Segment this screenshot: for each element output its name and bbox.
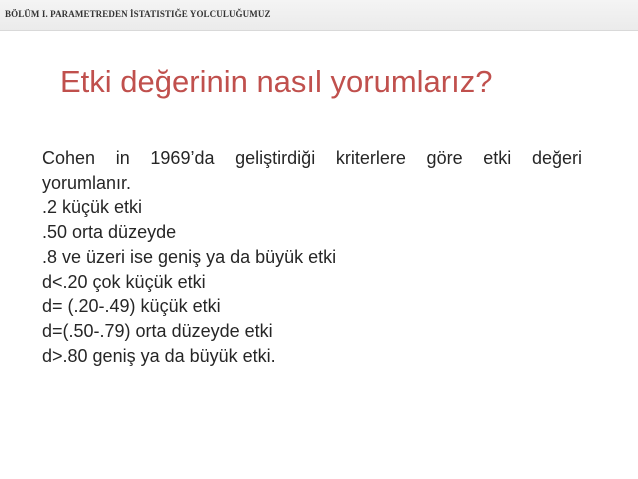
body-line: d<.20 çok küçük etki [42,271,206,292]
slide-title: Etki değerinin nasıl yorumlarız? [60,64,493,99]
body-line: .50 orta düzeyde [42,222,177,243]
body-line: d= (.20-.49) küçük etki [42,296,221,317]
header-band [0,0,638,31]
body-line: .2 küçük etki [42,197,143,218]
body-line: Cohen in 1969’da geliştirdiği kriterlere göre etki değeri [42,148,582,168]
body-line: .8 ve üzeri ise geniş ya da büyük etki [42,246,337,267]
section-header: BÖLÜM I. PARAMETREDEN İSTATISTIĞE YOLCULUĞUMUZ [5,9,271,19]
body-line: d>.80 geniş ya da büyük etki. [42,345,276,366]
body-line: d=(.50-.79) orta düzeyde etki [42,320,273,341]
body-line: yorumlanır. [42,172,132,193]
slide-body [42,146,582,368]
